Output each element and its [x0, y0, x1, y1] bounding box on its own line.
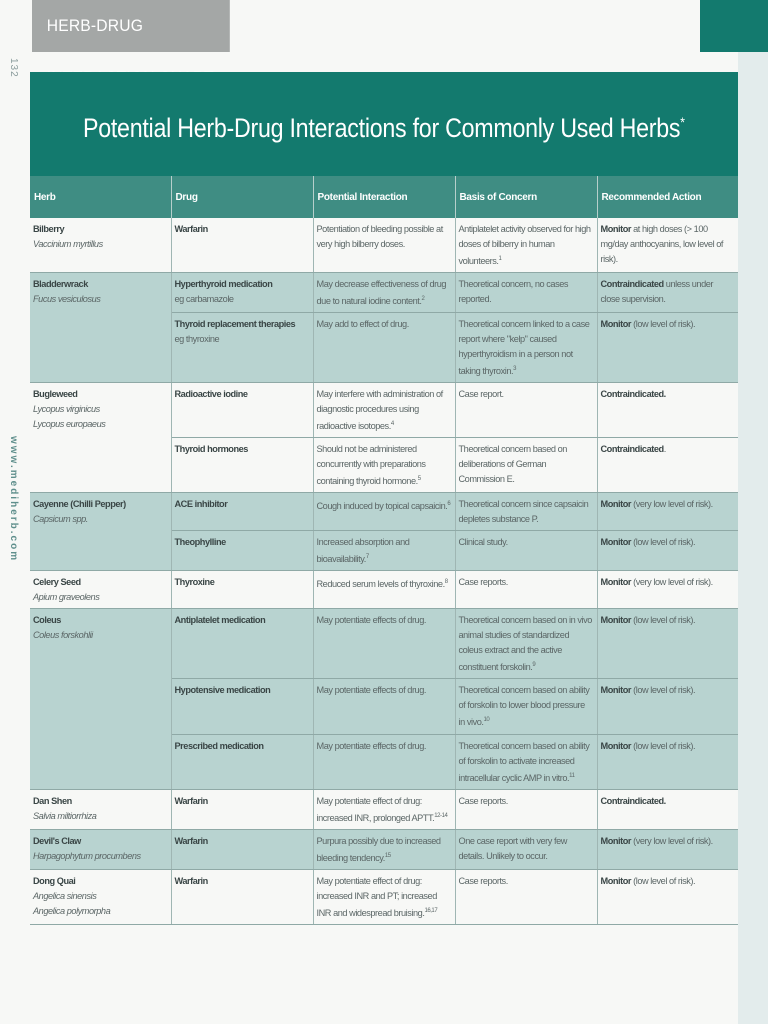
- drug-cell: [171, 869, 313, 924]
- table-row: [30, 789, 738, 829]
- drug-name: Antiplatelet medication: [174, 615, 266, 626]
- reference-number: 10: [483, 717, 490, 724]
- action-cell: [597, 493, 738, 531]
- website-url: www.mediherb.com: [8, 436, 19, 563]
- herb-latin-name: Lycopus europaeus: [33, 419, 106, 430]
- action-keyword: Contraindicated: [600, 444, 664, 455]
- drug-cell: [171, 438, 313, 493]
- interaction-text: Increased absorption and bioavailability.: [316, 537, 410, 565]
- title-footnote-marker: *: [680, 113, 685, 130]
- herb-cell: [30, 789, 171, 829]
- interaction-cell: [313, 734, 455, 789]
- interaction-cell: [313, 531, 455, 571]
- interaction-text: May decrease effectiveness of drug due to natural iodine content.: [316, 279, 447, 307]
- action-keyword: Contraindicated.: [600, 795, 666, 806]
- herb-latin-name: Angelica sinensis: [33, 890, 97, 901]
- basis-text: Theoretical concern based on ability of forskolin to activate increased intracellular cyclic AMP in vitro.: [458, 740, 590, 783]
- herb-name: Celery Seed: [33, 577, 81, 588]
- action-cell: [597, 734, 738, 789]
- reference-number: 2: [421, 296, 425, 303]
- table-row: [30, 493, 738, 531]
- basis-cell: [455, 438, 597, 493]
- interaction-cell: [313, 493, 455, 531]
- interaction-cell: [313, 609, 455, 679]
- action-keyword: Monitor: [600, 835, 632, 846]
- page-title-text: Potential Herb-Drug Interactions for Commonly Used Herbs: [83, 112, 681, 143]
- action-cell: [597, 531, 738, 571]
- herb-latin-name: Lycopus virginicus: [33, 404, 100, 415]
- drug-cell: [171, 313, 313, 383]
- table-row: [30, 218, 738, 273]
- interaction-text: Cough induced by topical capsaicin.: [316, 501, 448, 512]
- drug-name: Theophylline: [174, 537, 226, 548]
- drug-cell: [171, 383, 313, 438]
- herb-latin-name: Angelica polymorpha: [33, 905, 111, 916]
- reference-number: 7: [365, 554, 369, 561]
- herb-latin-name: Harpagophytum procumbens: [33, 850, 141, 861]
- action-detail: (low level of risk).: [631, 537, 696, 548]
- drug-name: ACE inhibitor: [174, 499, 228, 510]
- herb-cell: [30, 571, 171, 609]
- drug-name: Radioactive iodine: [174, 389, 248, 400]
- action-detail: (low level of risk).: [631, 875, 696, 886]
- basis-text: Case report.: [458, 389, 504, 400]
- herb-name: Cayenne (Chilli Pepper): [33, 499, 126, 510]
- interaction-text: Reduced serum levels of thyroxine.: [316, 579, 445, 590]
- table-row: [30, 571, 738, 609]
- action-cell: [597, 313, 738, 383]
- action-cell: [597, 869, 738, 924]
- column-header-drug: Drug: [171, 176, 313, 218]
- interaction-text: Should not be administered concurrently with preparations containing thyroid hormone.: [316, 444, 426, 487]
- action-cell: [597, 829, 738, 869]
- basis-cell: [455, 218, 597, 273]
- herb-name: Coleus: [33, 615, 61, 626]
- interaction-cell: [313, 273, 455, 313]
- drug-name: Prescribed medication: [174, 740, 264, 751]
- basis-cell: [455, 829, 597, 869]
- action-cell: [597, 383, 738, 438]
- basis-text: Theoretical concern linked to a case report where "kelp" caused hyperthyroidism in a person not taking thyroxin.: [458, 319, 590, 377]
- action-keyword: Monitor: [600, 319, 632, 330]
- interaction-cell: [313, 829, 455, 869]
- herb-latin-name: Apium graveolens: [33, 592, 100, 603]
- table-row: [30, 383, 738, 438]
- basis-text: Case reports.: [458, 795, 508, 806]
- action-keyword: Contraindicated: [600, 279, 664, 290]
- drug-name: Hypotensive medication: [174, 685, 271, 696]
- basis-text: Theoretical concern based on in vivo animal studies of standardized coleus extract and the active constituent forskolin.: [458, 615, 592, 673]
- basis-cell: [455, 679, 597, 734]
- action-detail: (low level of risk).: [631, 685, 696, 696]
- reference-number: 3: [513, 366, 516, 373]
- action-keyword: Monitor: [600, 685, 632, 696]
- corner-accent-block: [700, 0, 768, 52]
- action-detail: (low level of risk).: [631, 740, 696, 751]
- action-cell: [597, 789, 738, 829]
- interaction-text: May add to effect of drug.: [316, 319, 409, 330]
- table-row: [30, 609, 738, 679]
- running-header: HERB-DRUG: [32, 0, 230, 52]
- interaction-text: May potentiate effects of drug.: [316, 615, 426, 626]
- drug-cell: [171, 571, 313, 609]
- herb-cell: [30, 829, 171, 869]
- action-keyword: Monitor: [600, 224, 632, 234]
- drug-name: Warfarin: [174, 795, 208, 806]
- action-cell: [597, 218, 738, 273]
- basis-cell: [455, 609, 597, 679]
- interaction-cell: [313, 869, 455, 924]
- action-keyword: Monitor: [600, 537, 632, 548]
- page-edge-strip: [738, 0, 768, 1024]
- herb-name: Dan Shen: [33, 795, 72, 806]
- drug-name: Warfarin: [174, 224, 208, 234]
- table-row: [30, 829, 738, 869]
- action-keyword: Monitor: [600, 499, 632, 510]
- basis-cell: [455, 383, 597, 438]
- basis-cell: [455, 789, 597, 829]
- reference-number: 8: [444, 579, 448, 586]
- basis-text: Theoretical concern based on ability of forskolin to lower blood pressure in vivo.: [458, 685, 590, 728]
- basis-text: Theoretical concern based on deliberations of German Commission E.: [458, 444, 567, 485]
- herb-latin-name: Capsicum spp.: [33, 514, 88, 525]
- drug-name: Hyperthyroid medication: [174, 279, 273, 290]
- table-header-row: [30, 176, 738, 218]
- interaction-cell: [313, 313, 455, 383]
- action-keyword: Monitor: [600, 577, 632, 588]
- interaction-cell: [313, 218, 455, 273]
- page-number: 132: [8, 58, 19, 78]
- basis-text: Case reports.: [458, 875, 508, 886]
- action-detail: .: [663, 444, 666, 455]
- drug-name: Thyroid hormones: [174, 444, 248, 455]
- herb-name: Bilberry: [33, 224, 65, 234]
- interaction-text: May potentiate effects of drug.: [316, 740, 426, 751]
- basis-text: Theoretical concern since capsaicin depletes substance P.: [458, 499, 589, 525]
- herb-cell: [30, 218, 171, 273]
- basis-cell: [455, 493, 597, 531]
- drug-cell: [171, 273, 313, 313]
- action-keyword: Contraindicated.: [600, 389, 666, 400]
- reference-number: 5: [417, 476, 421, 483]
- action-detail: (very low level of risk).: [631, 577, 713, 588]
- drug-cell: [171, 609, 313, 679]
- drug-example: eg thyroxine: [174, 334, 220, 345]
- action-detail: at high doses (> 100 mg/day anthocyanins, low level of risk).: [600, 224, 724, 264]
- action-cell: [597, 438, 738, 493]
- drug-cell: [171, 493, 313, 531]
- interaction-text: May potentiate effect of drug: increased INR, prolonged APTT.: [316, 795, 435, 823]
- basis-cell: [455, 531, 597, 571]
- herb-cell: [30, 273, 171, 383]
- column-header-interaction: Potential Interaction: [313, 176, 455, 218]
- interaction-cell: [313, 383, 455, 438]
- basis-cell: [455, 313, 597, 383]
- basis-cell: [455, 734, 597, 789]
- reference-number: 9: [532, 662, 536, 669]
- table-row: [30, 869, 738, 924]
- interaction-text: May interfere with administration of diagnostic procedures using radioactive isotopes.: [316, 389, 443, 432]
- drug-cell: [171, 789, 313, 829]
- basis-text: Theoretical concern, no cases reported.: [458, 279, 569, 305]
- table-row: [30, 273, 738, 313]
- herb-name: Dong Quai: [33, 875, 76, 886]
- table-body: [30, 218, 738, 924]
- drug-example: eg carbamazole: [174, 294, 234, 305]
- column-header-herb: Herb: [30, 176, 171, 218]
- basis-text: One case report with very few details. Unlikely to occur.: [458, 835, 567, 861]
- herb-latin-name: Coleus forskohlii: [33, 630, 93, 641]
- column-header-basis: Basis of Concern: [455, 176, 597, 218]
- reference-number: 12-14: [434, 812, 448, 819]
- action-cell: [597, 679, 738, 734]
- interaction-cell: [313, 789, 455, 829]
- action-cell: [597, 273, 738, 313]
- herb-name: Bugleweed: [33, 389, 78, 400]
- drug-name: Thyroxine: [174, 577, 215, 588]
- action-detail: (low level of risk).: [631, 319, 696, 330]
- herb-cell: [30, 609, 171, 789]
- drug-name: Warfarin: [174, 875, 208, 886]
- herb-cell: [30, 869, 171, 924]
- drug-cell: [171, 531, 313, 571]
- drug-cell: [171, 734, 313, 789]
- action-detail: (very low level of risk).: [631, 835, 713, 846]
- herb-cell: [30, 493, 171, 571]
- action-detail: (low level of risk).: [631, 615, 696, 626]
- reference-number: 16,17: [424, 907, 438, 914]
- basis-text: Case reports.: [458, 577, 508, 588]
- herb-latin-name: Vaccinium myrtillus: [33, 239, 103, 249]
- drug-cell: [171, 829, 313, 869]
- basis-text: Clinical study.: [458, 537, 508, 548]
- drug-cell: [171, 218, 313, 273]
- drug-name: Warfarin: [174, 835, 208, 846]
- drug-name: Thyroid replacement therapies: [174, 319, 296, 330]
- interaction-cell: [313, 571, 455, 609]
- interaction-text: Potentiation of bleeding possible at very high bilberry doses.: [316, 224, 443, 249]
- reference-number: 1: [498, 256, 502, 262]
- reference-number: 15: [384, 852, 391, 859]
- basis-text: Antiplatelet activity observed for high doses of bilberry in human volunteers.: [458, 224, 591, 267]
- action-detail: unless under close supervision.: [600, 279, 713, 305]
- action-keyword: Monitor: [600, 740, 632, 751]
- action-keyword: Monitor: [600, 875, 632, 886]
- action-cell: [597, 571, 738, 609]
- herb-latin-name: Salvia miltiorrhiza: [33, 810, 97, 821]
- interaction-text: May potentiate effects of drug.: [316, 685, 426, 696]
- page-title: [83, 113, 685, 144]
- herb-name: Devil's Claw: [33, 835, 81, 846]
- interaction-cell: [313, 438, 455, 493]
- action-cell: [597, 609, 738, 679]
- basis-cell: [455, 869, 597, 924]
- action-detail: (very low level of risk).: [631, 499, 713, 510]
- reference-number: 4: [390, 421, 394, 428]
- reference-number: 6: [447, 501, 451, 508]
- drug-cell: [171, 679, 313, 734]
- interaction-cell: [313, 679, 455, 734]
- title-banner: [30, 72, 738, 176]
- interaction-text: May potentiate effect of drug: increased INR and PT; increased INR and widespread bruising.: [316, 875, 437, 918]
- action-keyword: Monitor: [600, 615, 632, 626]
- column-header-action: Recommended Action: [597, 176, 738, 218]
- herb-cell: [30, 383, 171, 493]
- basis-cell: [455, 571, 597, 609]
- interaction-text: Purpura possibly due to increased bleeding tendency.: [316, 835, 441, 863]
- herb-latin-name: Fucus vesiculosus: [33, 294, 101, 305]
- basis-cell: [455, 273, 597, 313]
- interaction-table: [30, 176, 738, 925]
- herb-name: Bladderwrack: [33, 279, 88, 290]
- reference-number: 11: [569, 772, 575, 779]
